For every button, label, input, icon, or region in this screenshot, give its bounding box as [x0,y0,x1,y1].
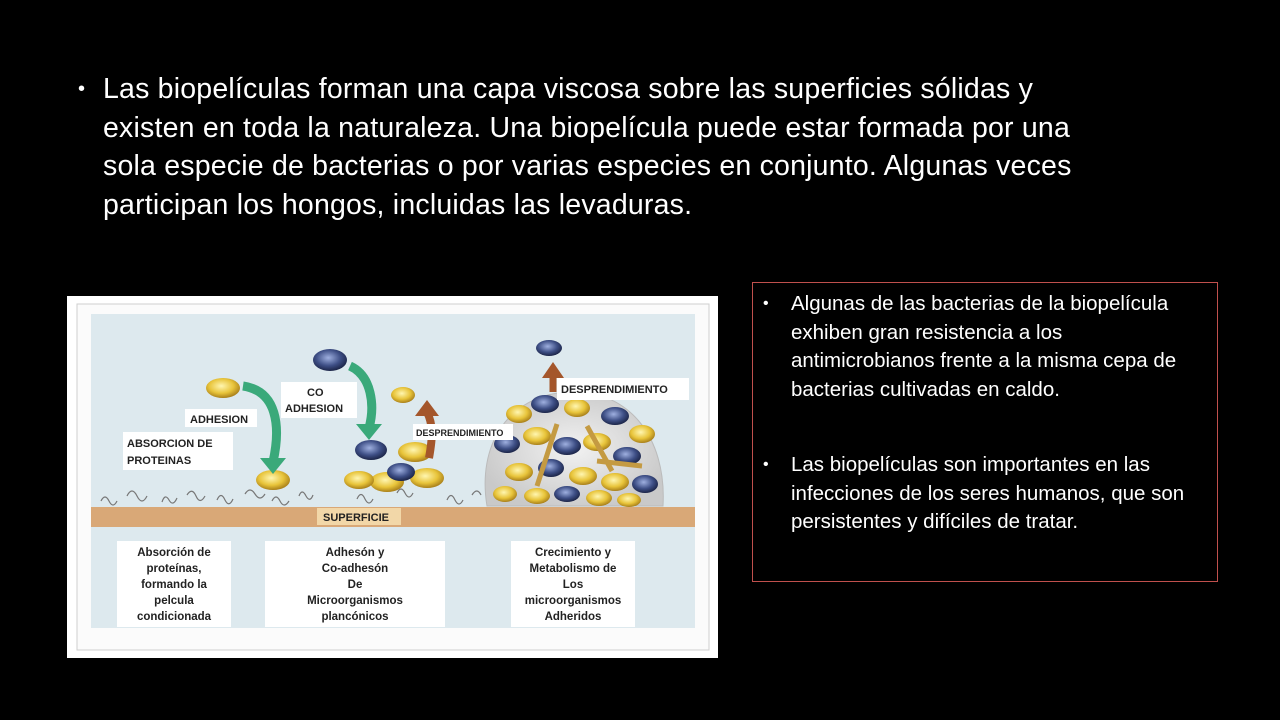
label-co: CO [307,387,324,399]
caption-middle-line: De [347,579,363,591]
caption-left-line: Absorción de [137,547,211,559]
caption-right-line: Crecimiento y [534,547,612,559]
label-co-adhesion: ADHESION [285,403,344,415]
side-item-text: Las biopelículas son importantes en las infecciones de los seres humanos, que son persistentes y difíciles de tratar. [791,453,1185,534]
caption-right-line: Adheridos [544,611,602,623]
cell-yellow [206,378,240,398]
cell-yellow [344,471,374,489]
cell-blue [355,440,387,460]
biofilm-figure [67,296,718,658]
caption-middle-line: Adhesón y [325,547,385,559]
caption-left-line: formando la [141,579,207,591]
side-note-box [752,282,1218,582]
main-paragraph-block [78,70,1118,224]
caption-left-line: proteínas, [146,563,202,575]
label-desprendimiento-large: DESPRENDIMIENTO [561,384,668,396]
bullet-icon: • [763,456,769,473]
label-desprendimiento-small: DESPRENDIMIENTO [416,428,504,438]
bullet-icon: • [763,295,769,312]
cell-blue [536,340,562,356]
cell-blue [387,463,415,481]
side-item [763,451,1209,537]
cell-yellow [410,468,444,488]
label-absorcion-1: ABSORCION DE [127,438,213,450]
caption-middle-line: Microorganismos [307,595,403,607]
label-absorcion-2: PROTEINAS [127,455,192,467]
bullet-icon: • [78,78,86,100]
caption-right-line: Los [562,579,584,591]
surface-label: SUPERFICIE [323,512,390,524]
caption-middle-line: plancónicos [321,611,389,623]
biofilm-diagram [67,296,718,658]
caption-middle-line: Co-adhesón [321,563,389,575]
cell-yellow [391,387,415,403]
caption-right-line: Metabolismo de [529,563,617,575]
side-item [763,290,1209,405]
main-paragraph: Las biopelículas forman una capa viscosa sobre las superficies sólidas y existen en toda la naturaleza. Una biopelícula puede estar formada por una sola especie de bacterias o por varias especies en conjunto. Algunas veces participan los hongos, incluidas las levaduras. [103,73,1072,221]
cell-blue [313,349,347,371]
caption-right-line: microorganismos [524,595,622,607]
caption-left-line: condicionada [136,611,212,623]
caption-left-line: pelcula [154,595,194,607]
label-adhesion: ADHESION [190,414,249,426]
side-item-text: Algunas de las bacterias de la biopelícula exhiben gran resistencia a los antimicrobianos frente a la misma cepa de bacterias cultivadas en caldo. [791,292,1177,402]
